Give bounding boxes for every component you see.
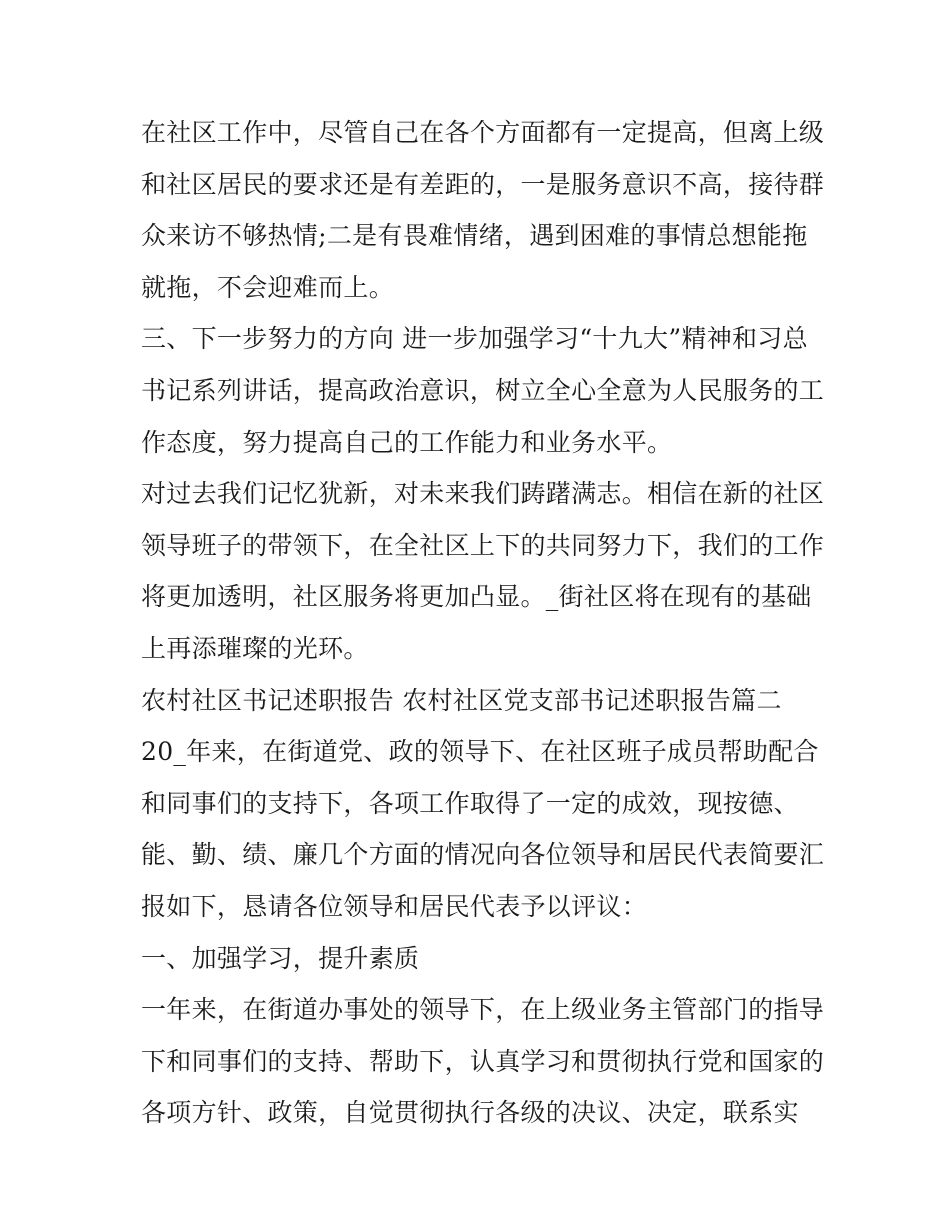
text-line: 上再添璀璨的光环。 [141,633,369,663]
text-line: 各项方针、政策，自觉贯彻执行各级的决议、决定，联系实 [141,1098,799,1128]
text-line: 报如下，恳请各位领导和居民代表予以评议： [141,891,648,921]
section-heading-line: 三、下一步努力的方向 进一步加强学习“十九大”精神和习总 [141,324,808,354]
text-line: 书记系列讲话，提高政治意识，树立全心全意为人民服务的工 [141,375,825,405]
text-line: 对过去我们记忆犹新，对未来我们踌躇满志。相信在新的社区 [141,479,825,509]
text-line: 领导班子的带领下，在全社区上下的共同努力下，我们的工作 [141,530,825,560]
text-line: 在社区工作中，尽管自己在各个方面都有一定提高，但离上级 [141,118,825,147]
text-line: 和同事们的支持下，各项工作取得了一定的成效，现按德、 [141,788,799,818]
text-line: 就拖，不会迎难而上。 [141,272,395,302]
text-line: 一年来，在街道办事处的领导下，在上级业务主管部门的指导 [141,995,825,1025]
text-line: 作态度，努力提高自己的工作能力和业务水平。 [141,427,673,457]
report-title-line: 农村社区书记述职报告 农村社区党支部书记述职报告篇二 [141,685,782,715]
text-line: 20_年来，在街道党、政的领导下、在社区班子成员帮助配合 [141,737,819,767]
text-line: 众来访不够热情;二是有畏难情绪，遇到困难的事情总想能拖 [141,221,808,251]
text-line: 将更加透明，社区服务将更加凸显。_街社区将在现有的基础 [141,582,812,612]
text-line: 能、勤、绩、廉几个方面的情况向各位领导和居民代表简要汇 [141,840,825,870]
text-line: 和社区居民的要求还是有差距的，一是服务意识不高，接待群 [141,169,825,199]
document-body [141,107,825,1139]
section-heading-line: 一、加强学习，提升素质 [141,943,420,973]
text-line: 下和同事们的支持、帮助下，认真学习和贯彻执行党和国家的 [141,1046,825,1076]
